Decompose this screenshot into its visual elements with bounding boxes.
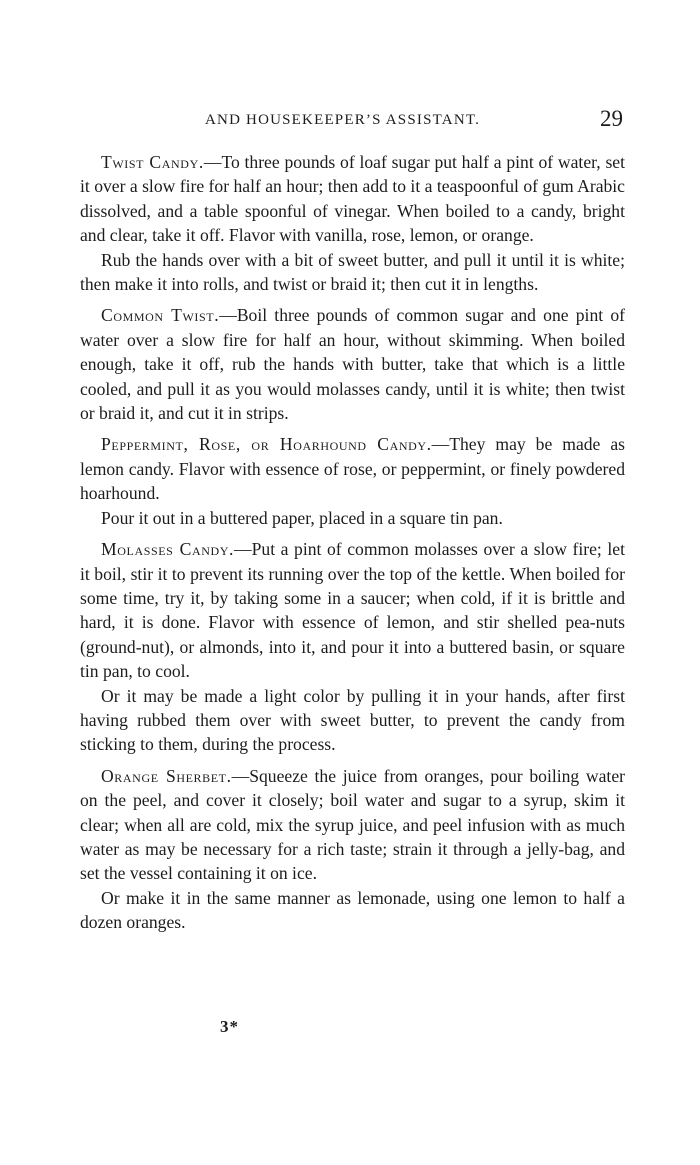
recipe-peppermint-candy [80, 432, 625, 505]
recipe-twist-candy [80, 150, 625, 248]
recipe-heading: Orange Sherbet. [101, 765, 232, 786]
page-number: 29 [600, 106, 623, 131]
paragraph [80, 886, 625, 935]
recipe-heading: Twist Candy. [101, 152, 204, 172]
paragraph-text: Rub the hands over with a bit of sweet butter, and pull it until it is white; then make it into rolls, and twist or braid it; then cut it in lengths. [80, 249, 625, 295]
paragraph-text: Pour it out in a buttered paper, placed in a square tin pan. [101, 507, 503, 528]
signature-mark: 3* [220, 1017, 239, 1036]
paragraph-text: Or it may be made a light color by pulling it in your hands, after first having rubbed them over with sweet butter, to prevent the candy from sticking to them, during the process. [80, 685, 625, 755]
recipe-molasses-candy [80, 537, 625, 683]
recipe-orange-sherbet [80, 764, 625, 886]
recipe-heading: Molasses Candy. [101, 539, 235, 560]
recipe-heading: Peppermint, Rose, or Hoarhound Candy. [101, 434, 432, 455]
recipe-text: —Squeeze the juice from oranges, pour boiling water on the peel, and cover it closely; boil water and sugar to a syrup, skim it clear; when all are cold, mix the syrup juice, and peel infusion with as much water as may be necessary for a rich taste; strain it through a jelly-bag, and set the vessel containing it on ice. [80, 765, 625, 884]
recipe-heading: Common Twist. [101, 305, 220, 326]
paragraph [80, 506, 625, 530]
recipe-text: —They may be made as lemon candy. Flavor with essence of rose, or peppermint, or finely powdered hoarhound. [80, 434, 625, 504]
recipe-text: —Boil three pounds of common sugar and one pint of water over a slow fire for half an hour, without skimming. When boiled enough, take it off, rub the hands with butter, take that which is a little cooled, and pull it as you would molasses candy, until it is white; then twist or braid it, and cut it in strips. [80, 305, 625, 424]
recipe-text: —Put a pint of common molasses over a slow fire; let it boil, stir it to prevent its running over the top of the kettle. When boiled for some time, try it, by taking some in a saucer; when cold, if it is brittle and hard, it is done. Flavor with essence of lemon, and stir shelled pea-nuts (ground-nut), or almonds, into it, and pour it into a buttered basin, or square tin pan, to cool. [80, 539, 625, 682]
running-title: AND HOUSEKEEPER’S ASSISTANT. [205, 112, 481, 128]
recipe-common-twist [80, 303, 625, 425]
paragraph [80, 248, 625, 297]
paragraph-text: Or make it in the same manner as lemonade, using one lemon to half a dozen oranges. [80, 887, 625, 933]
paragraph [80, 684, 625, 757]
running-head [80, 106, 625, 136]
recipe-text: —To three pounds of loaf sugar put half a pint of water, set it over a slow fire for half an hour; then add to it a teaspoonful of gum Arabic dissolved, and a table spoonful of vinegar. When boiled to a candy, bright and clear, take it off. Flavor with vanilla, rose, lemon, or orange. [80, 152, 625, 246]
body-text [80, 150, 625, 935]
